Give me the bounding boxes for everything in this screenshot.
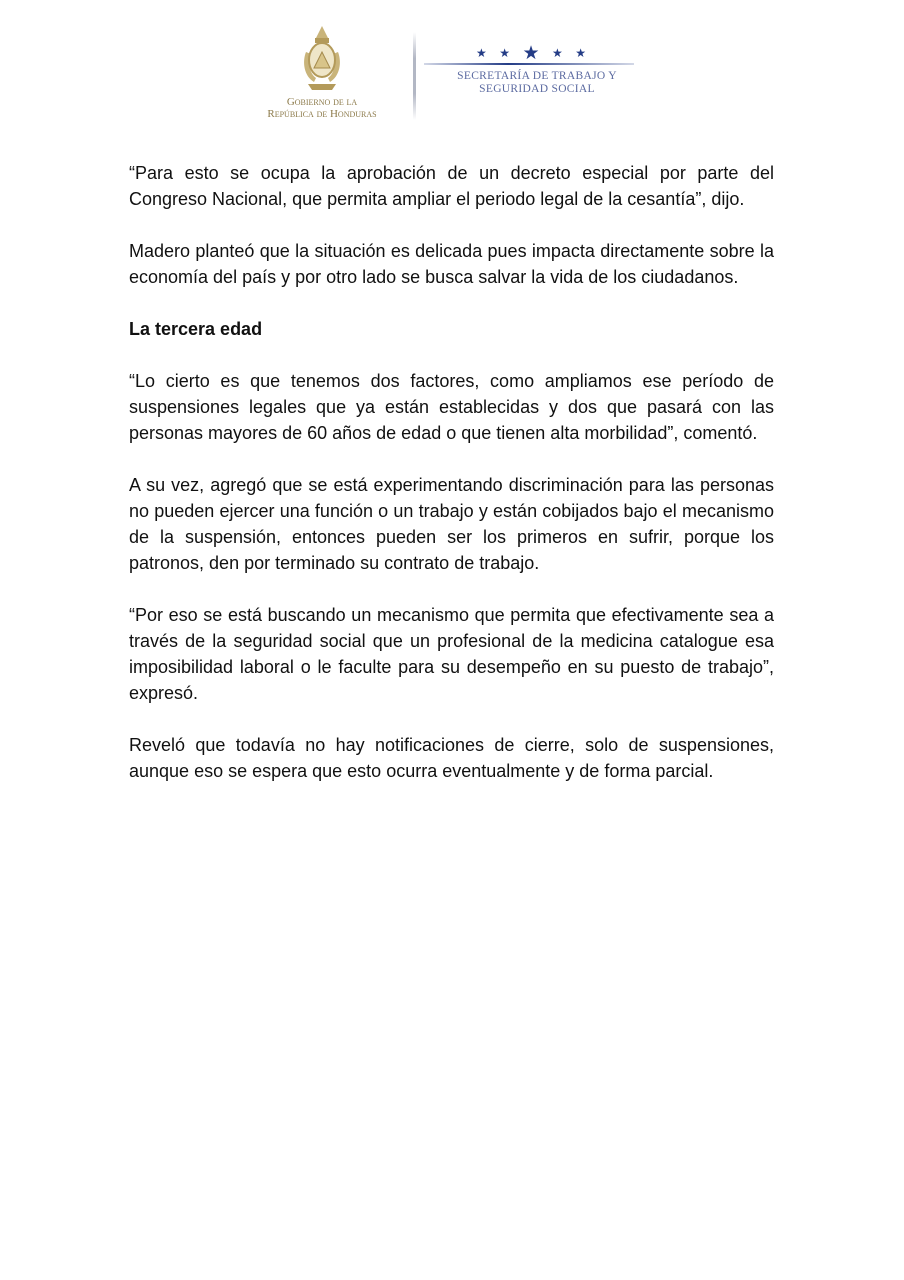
- ministry-name: [432, 70, 642, 96]
- paragraph: “Por eso se está buscando un mecanismo que permita que efectivamente sea a través de la seguridad social que un profesional de la medicina catalogue esa imposibilidad laboral o le faculte para su desempeño en su puesto de trabajo”, expresó.: [129, 605, 774, 703]
- star-icon: ★: [522, 42, 540, 64]
- paragraph: A su vez, agregó que se está experimentando discriminación para las personas no pueden ejercer una función o un trabajo y están cobijados bajo el mecanismo de la suspensión, entonces pueden ser los primeros en sufrir, porque los patronos, den por terminado su contrato de trabajo.: [129, 475, 774, 573]
- letterhead: [0, 0, 904, 135]
- government-name-line2: República de Honduras: [267, 108, 377, 120]
- paragraph: Reveló que todavía no hay notificaciones de cierre, solo de suspensiones, aunque eso se espera que esto ocurra eventualmente y de forma parcial.: [129, 735, 774, 781]
- section-heading: La tercera edad: [129, 319, 263, 339]
- star-icon: ★: [499, 46, 510, 60]
- government-name: [255, 96, 389, 120]
- ministry-name-line1: SECRETARÍA DE TRABAJO Y: [457, 70, 617, 82]
- paragraph: Madero planteó que la situación es delicada pues impacta directamente sobre la economía del país y por otro lado se busca salvar la vida de los ciudadanos.: [129, 241, 774, 287]
- ministry-name-line2: SEGURIDAD SOCIAL: [479, 83, 595, 95]
- stars-row: [476, 42, 586, 64]
- paragraph: “Para esto se ocupa la aprobación de un decreto especial por parte del Congreso Nacional, que permita ampliar el periodo legal de la cesantía”, dijo.: [129, 163, 774, 209]
- star-icon: ★: [551, 46, 563, 60]
- ministry-rule: [424, 63, 634, 65]
- star-icon: ★: [575, 46, 586, 60]
- star-icon: ★: [476, 46, 487, 60]
- letterhead-divider: [413, 32, 416, 120]
- honduras-coat-of-arms-icon: [300, 22, 344, 92]
- document-body: [129, 160, 774, 810]
- government-name-line1: Gobierno de la: [286, 96, 358, 108]
- paragraph: “Lo cierto es que tenemos dos factores, como ampliamos ese período de suspensiones legales que ya están establecidas y dos que pasará con las personas mayores de 60 años de edad o que tienen alta morbilidad”, comentó.: [129, 371, 774, 443]
